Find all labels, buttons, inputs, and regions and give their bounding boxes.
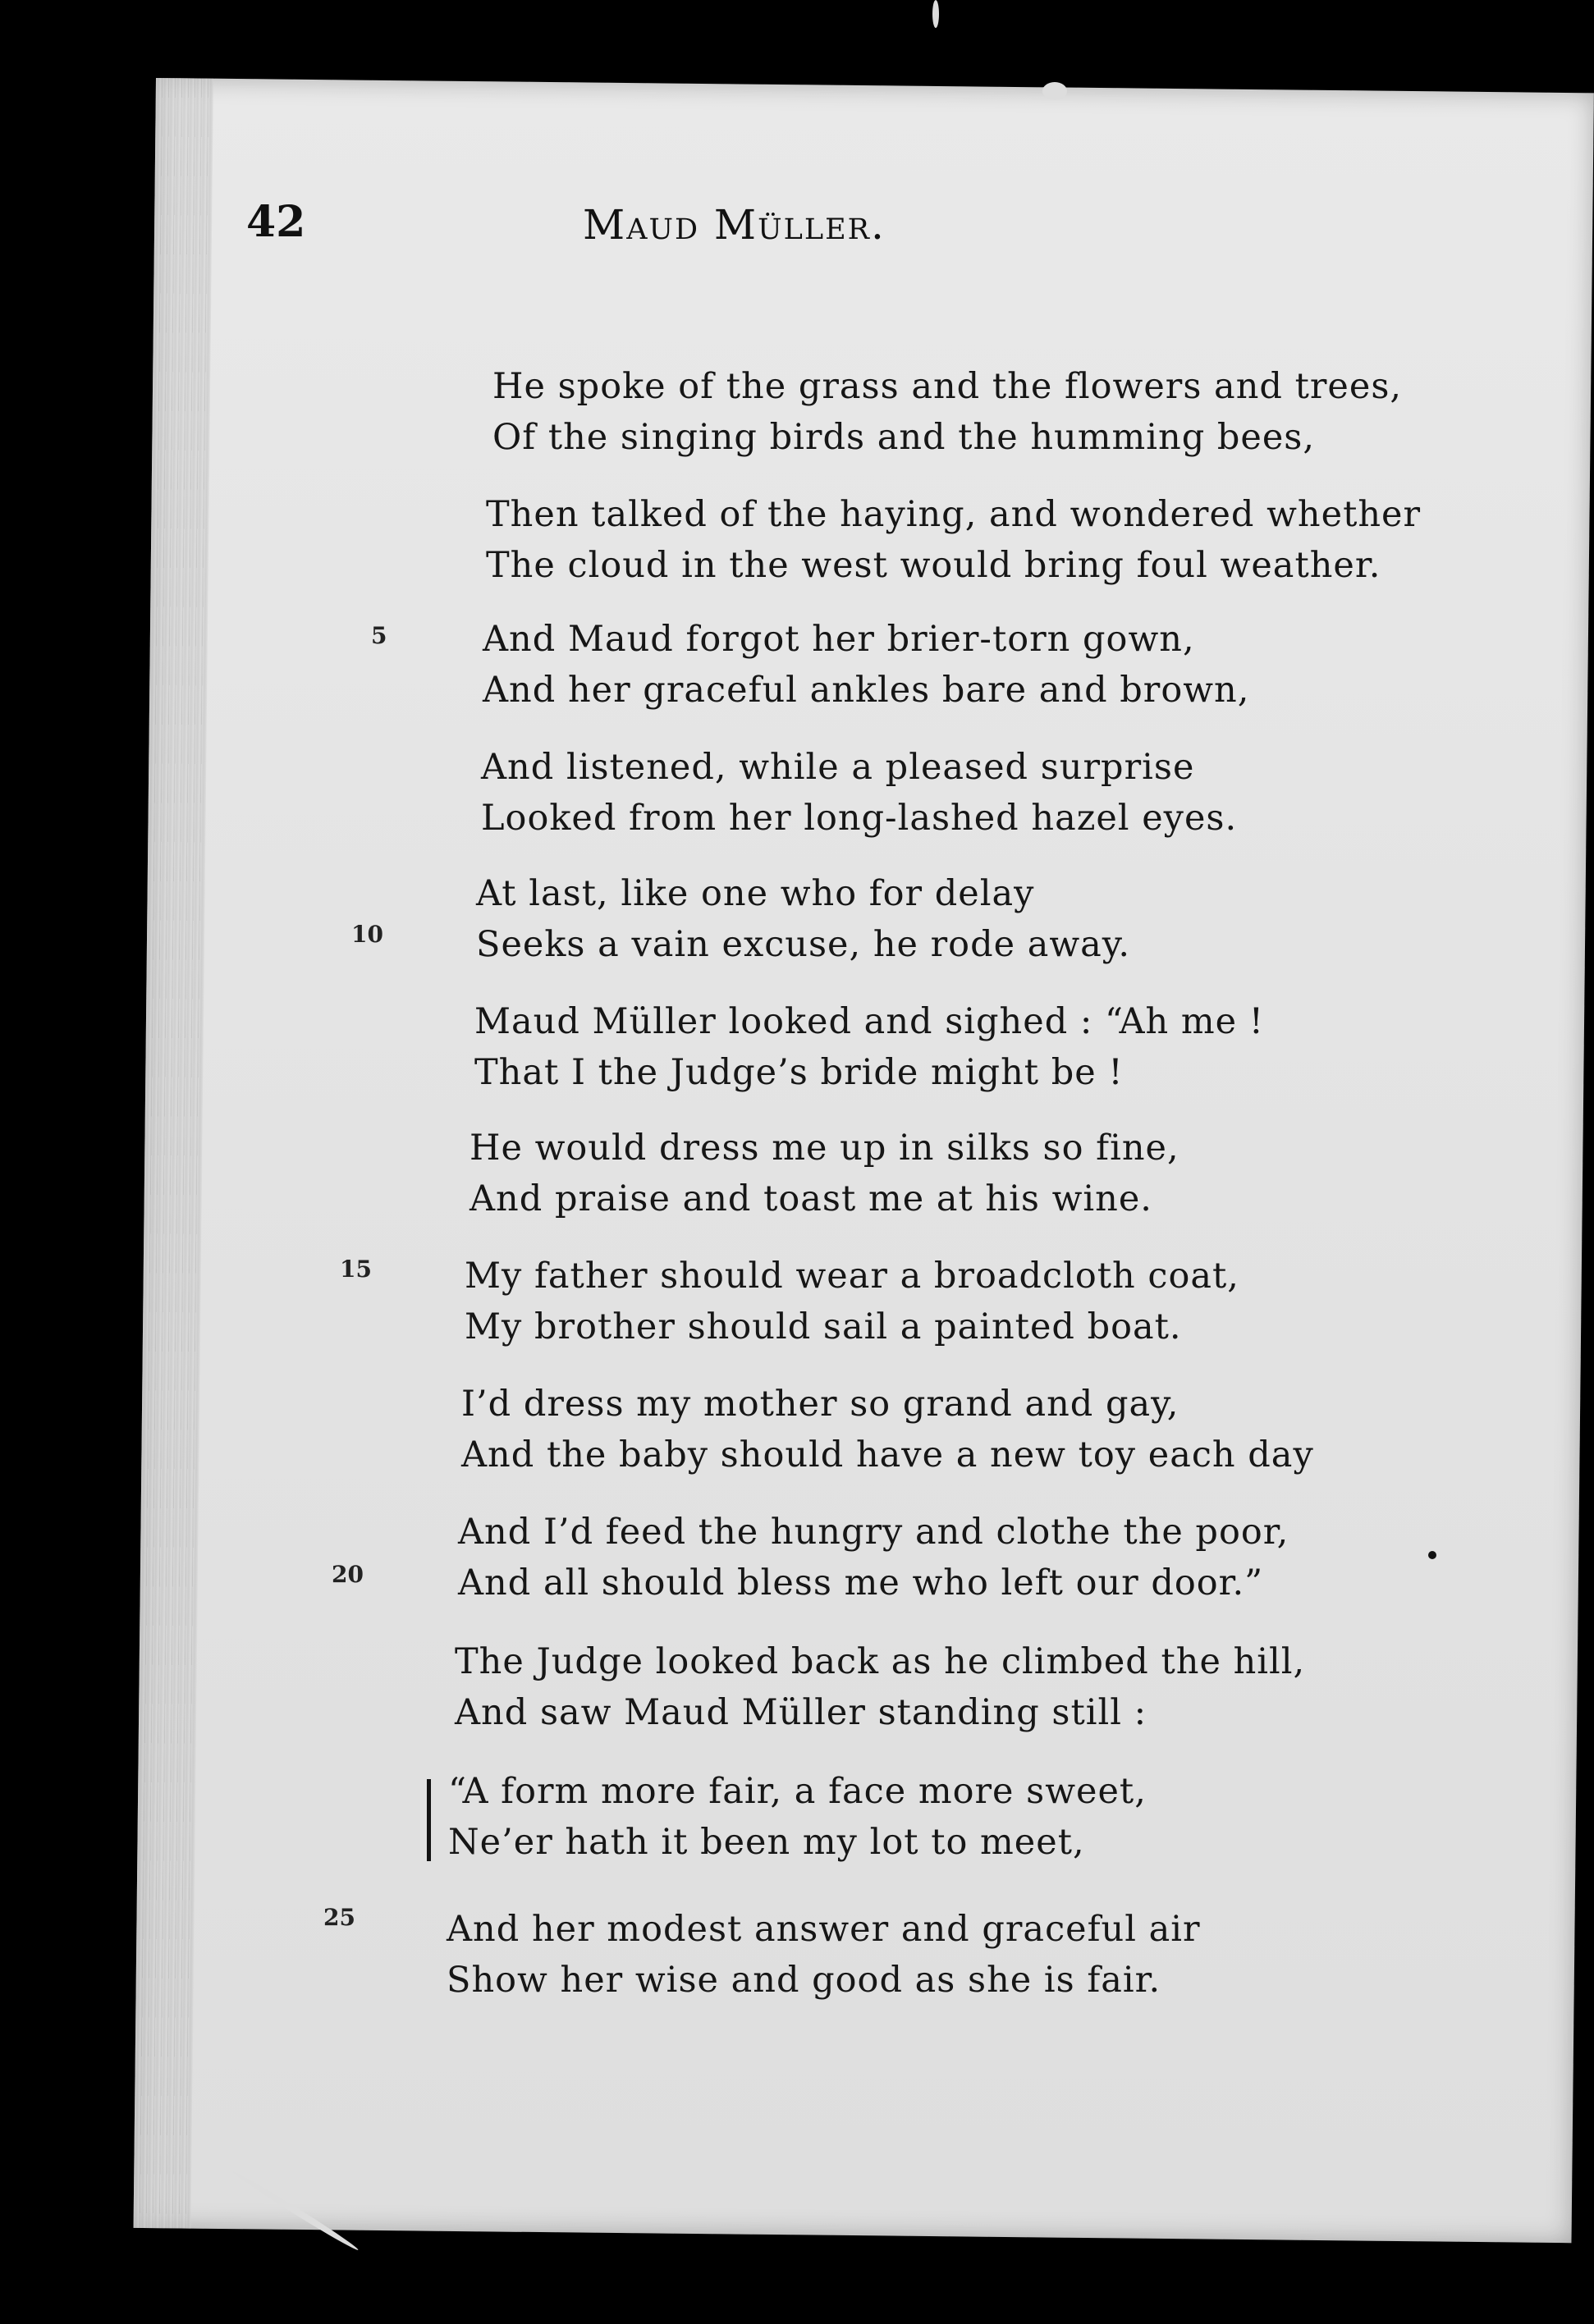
poem-line: Ne’er hath it been my lot to meet,: [448, 1822, 1085, 1863]
stanza: [476, 868, 1130, 970]
page-binding-edge: [134, 78, 213, 2229]
line-number: 10: [351, 921, 383, 948]
poem-line: And her graceful ankles bare and brown,: [483, 670, 1250, 711]
poem-line: And her modest answer and graceful air: [447, 1909, 1201, 1950]
poem-line: Then talked of the haying, and wondered whether: [486, 494, 1422, 535]
stanza: [486, 489, 1421, 591]
poem-line: Of the singing birds and the humming bees,: [492, 417, 1316, 458]
poem-line: At last, like one who for delay: [476, 873, 1035, 914]
stanza: [481, 742, 1237, 844]
stanza: [469, 1123, 1179, 1224]
poem-line: And all should bless me who left our door.”: [458, 1562, 1264, 1603]
stanza: [455, 1636, 1305, 1738]
line-number: 20: [332, 1561, 364, 1588]
poem-line: And I’d feed the hungry and clothe the poor,: [458, 1512, 1289, 1553]
line-number: 5: [371, 622, 387, 649]
poem-line: The Judge looked back as he climbed the hill,: [455, 1641, 1306, 1682]
scan-speck: [1042, 82, 1067, 100]
poem-line: Maud Müller looked and sighed : “Ah me !: [474, 1001, 1265, 1042]
poem-line: And Maud forgot her brier-torn gown,: [483, 619, 1195, 660]
poem-line: And saw Maud Müller standing still :: [455, 1692, 1147, 1733]
margin-mark: [427, 1779, 431, 1861]
poem-line: Seeks a vain excuse, he rode away.: [476, 924, 1131, 965]
page-number: 42: [246, 197, 306, 247]
stanza: [483, 614, 1249, 716]
poem-line: And listened, while a pleased surprise: [481, 747, 1195, 788]
stanza: [447, 1904, 1201, 2006]
poem-line: He spoke of the grass and the flowers and trees,: [492, 366, 1403, 407]
poem-line: My brother should sail a painted boat.: [465, 1306, 1182, 1347]
poem-line: The cloud in the west would bring foul weather.: [486, 545, 1381, 586]
stanza: [448, 1766, 1147, 1868]
poem-line: Show her wise and good as she is fair.: [447, 1960, 1161, 2001]
stanza: [474, 996, 1264, 1098]
scan-speck: [932, 0, 939, 28]
stanza: [465, 1251, 1239, 1352]
poem-line: And the baby should have a new toy each day: [461, 1434, 1314, 1475]
stanza: [461, 1379, 1314, 1480]
ink-speck: [1428, 1551, 1436, 1559]
poem-line: I’d dress my mother so grand and gay,: [461, 1384, 1179, 1425]
stanza: [492, 361, 1402, 463]
poem-line: My father should wear a broadcloth coat,: [465, 1256, 1239, 1297]
line-number: 15: [340, 1256, 372, 1283]
poem-line: That I the Judge’s bride might be !: [474, 1052, 1124, 1093]
line-number: 25: [323, 1904, 355, 1931]
poem-line: He would dress me up in silks so fine,: [469, 1128, 1179, 1169]
stanza: [458, 1507, 1289, 1608]
poem-line: Looked from her long-lashed hazel eyes.: [481, 798, 1238, 839]
poem-line: “A form more fair, a face more sweet,: [448, 1771, 1147, 1812]
running-title: Maud Müller.: [583, 201, 886, 249]
poem-line: And praise and toast me at his wine.: [469, 1178, 1152, 1219]
